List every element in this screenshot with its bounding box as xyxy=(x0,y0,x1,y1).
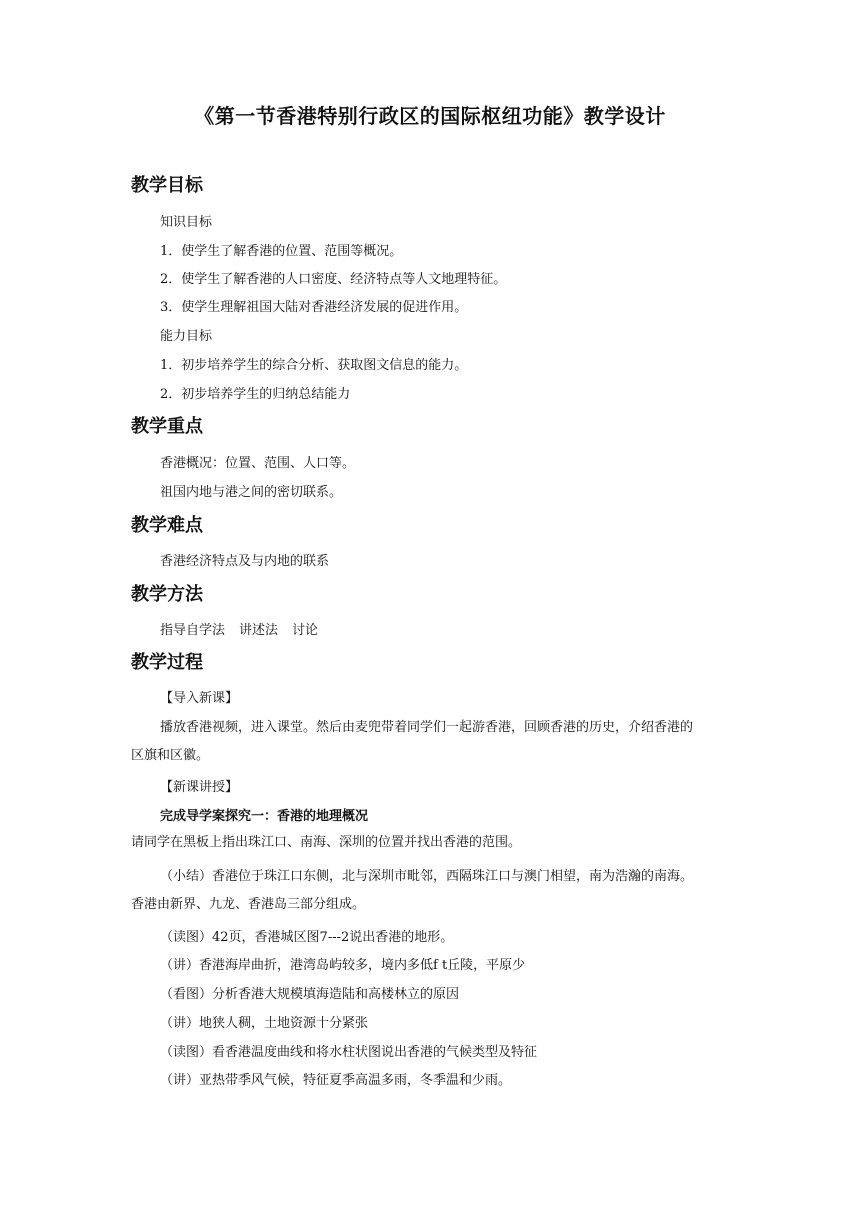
explore-title: 完成导学案探究一：香港的地理概况 xyxy=(160,809,369,824)
key-point-1: 香港概况：位置、范围、人口等。 xyxy=(160,456,356,471)
process-step-6: （讲）亚热带季风气候，特征夏季高温多雨，冬季温和少雨。 xyxy=(160,1073,512,1088)
intro-label: 【导入新课】 xyxy=(160,691,239,706)
section-heading-key-points: 教学重点 xyxy=(131,416,203,437)
knowledge-item-1: 1．使学生了解香港的位置、范围等概况。 xyxy=(160,244,403,259)
knowledge-item-2: 2．使学生了解香港的人口密度、经济特点等人文地理特征。 xyxy=(160,272,507,287)
process-step-4: （讲）地狭人稠，土地资源十分紧张 xyxy=(160,1016,369,1031)
method-3: 讨论 xyxy=(292,623,319,638)
ask-line: 请同学在黑板上指出珠江口、南海、深圳的位置并找出香港的范围。 xyxy=(131,835,522,850)
method-2: 讲述法 xyxy=(239,623,279,638)
document-title: 《第一节香港特别行政区的国际枢纽功能》教学设计 xyxy=(194,104,666,128)
intro-line-2: 区旗和区徽。 xyxy=(131,748,210,763)
ability-objectives-label: 能力目标 xyxy=(160,329,213,344)
key-point-2: 祖国内地与港之间的密切联系。 xyxy=(160,485,343,500)
knowledge-item-3: 3．使学生理解祖国大陆对香港经济发展的促进作用。 xyxy=(160,300,468,315)
process-step-5: （读图）看香港温度曲线和将水柱状图说出香港的气候类型及特征 xyxy=(160,1045,538,1060)
process-step-2: （讲）香港海岸曲折，港湾岛屿较多，境内多低f t丘陵，平原少 xyxy=(160,958,526,973)
difficulty-1: 香港经济特点及与内地的联系 xyxy=(160,554,330,569)
process-step-3: （看图）分析香港大规模填海造陆和高楼林立的原因 xyxy=(160,987,460,1002)
methods-line xyxy=(160,622,318,640)
process-step-1: （读图）42页，香港城区图7---2说出香港的地形。 xyxy=(160,930,454,945)
section-heading-difficulties: 教学难点 xyxy=(131,515,203,536)
intro-line-1: 播放香港视频，进入课堂。然后由麦兜带着同学们一起游香港，回顾香港的历史，介绍香港的 xyxy=(160,720,694,735)
method-1: 指导自学法 xyxy=(160,623,226,638)
new-lesson-label: 【新课讲授】 xyxy=(160,780,239,795)
section-heading-process: 教学过程 xyxy=(131,652,203,673)
summary-line-2: 香港由新界、九龙、香港岛三部分组成。 xyxy=(131,897,366,912)
section-heading-methods: 教学方法 xyxy=(131,584,203,605)
ability-item-2: 2．初步培养学生的归纳总结能力 xyxy=(160,387,351,402)
summary-line-1: （小结）香港位于珠江口东侧，北与深圳市毗邻，西隔珠江口与澳门相望，南为浩瀚的南海。 xyxy=(160,869,694,884)
section-heading-objectives: 教学目标 xyxy=(131,175,203,196)
knowledge-objectives-label: 知识目标 xyxy=(160,215,213,230)
ability-item-1: 1．初步培养学生的综合分析、获取图文信息的能力。 xyxy=(160,358,468,373)
